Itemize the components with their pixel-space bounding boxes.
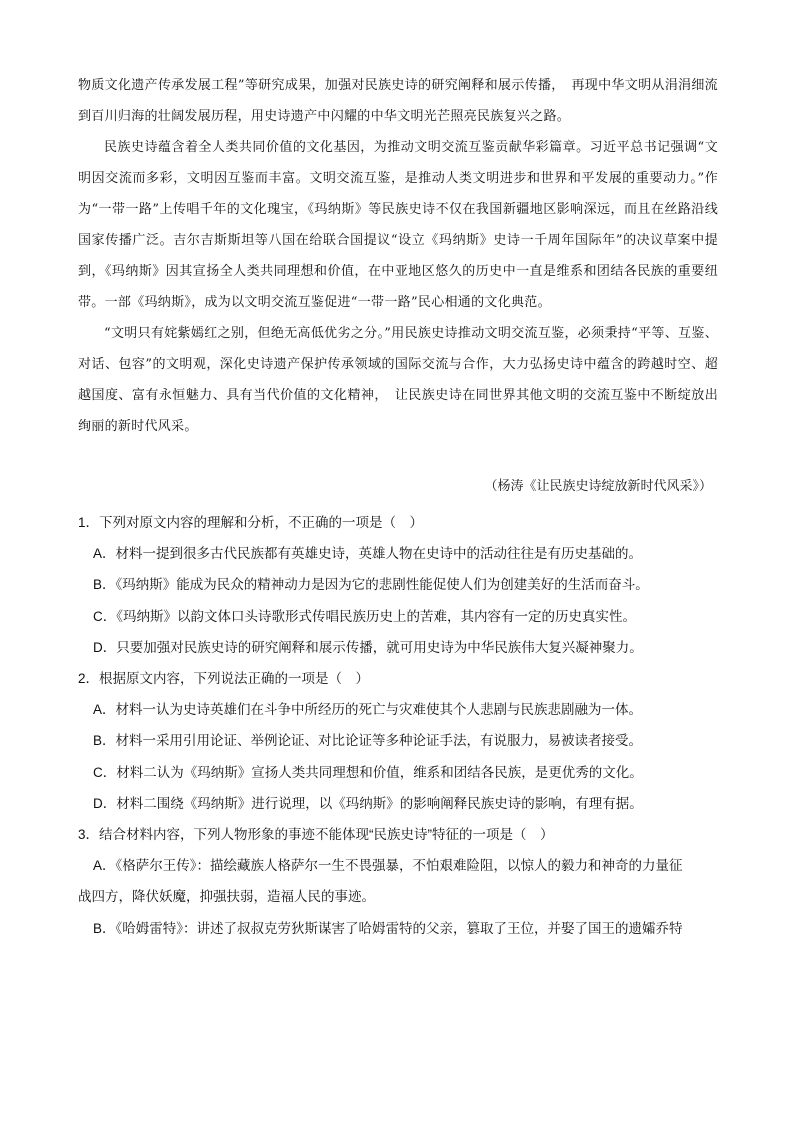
passage-paragraph-3: “文明只有姹紫嫣红之别，但绝无高低优劣之分。”用民族史诗推动文明交流互鉴，必须秉持“平等、互鉴、对话、包容”的文明观，深化史诗遗产保护传承领域的国际交流与合作，大力弘扬史诗中蕴含的跨越时空、超越国度、富有永恒魅力、具有当代价值的文化精神， 让民族史诗在同世界其他文明的交流互鉴中不断绽放出绚丽的新时代风采。 [78,326,718,434]
question-1-option-b: B．《玛纳斯》能成为民众的精神动力是因为它的悲剧性能促使人们为创建美好的生活而奋斗。 [93,577,649,593]
question-stem: 1．下列对原文内容的理解和分析，不正确的一项是（ ） [78,515,424,530]
question-1-option-a: A．材料一提到很多古代民族都有英雄史诗，英雄人物在史诗中的活动往往是有历史基础的。 [93,546,643,562]
reading-passage [78,70,718,442]
question-stem: 2．根据原文内容，下列说法正确的一项是（ ） [78,671,370,687]
question-2-option-a: A．材料一认为史诗英雄们在斗争中所经历的死亡与灾难使其个人悲剧与民族悲剧融为一体。 [93,702,643,718]
question-1 [78,507,718,663]
passage-paragraph-2: 民族史诗蕴含着全人类共同价值的文化基因，为推动文明交流互鉴贡献华彩篇章。习近平总书记强调“文明因交流而多彩，文明因互鉴而丰富。文明交流互鉴，是推动人类文明进步和世界和平发展的重要动力。”作为“一带一路”上传唱千年的文化瑰宝，《玛纳斯》等民族史诗不仅在我国新疆地区影响深远，而且在丝路沿线国家传播广泛。吉尔吉斯斯坦等八国在给联合国提议“设立《玛纳斯》史诗一千周年国际年”的决议草案中提到，《玛纳斯》因其宣扬全人类共同理想和价值，在中亚地区悠久的历史中一直是维系和团结各民族的重要纽带。一部《玛纳斯》，成为以文明交流互鉴促进“一带一路”民心相通的文化典范。 [78,140,718,310]
passage-paragraph-1: 物质文化遗产传承发展工程”等研究成果，加强对民族史诗的研究阐释和展示传播， 再现中华文明从涓涓细流到百川归海的壮阔发展历程，用史诗遗产中闪耀的中华文明光芒照亮民族复兴之路。 [78,78,718,124]
question-3 [78,819,718,944]
question-2-option-b: B．材料一采用引用论证、举例论证、对比论证等多种论证手法，有说服力，易被读者接受。 [93,733,643,749]
question-2-option-d: D．材料二围绕《玛纳斯》进行说理，以《玛纳斯》的影响阐释民族史诗的影响，有理有据。 [93,795,643,811]
question-1-option-c: C．《玛纳斯》以韵文体口头诗歌形式传唱民族历史上的苦难，其内容有一定的历史真实性。 [93,608,636,624]
option-line: A．《格萨尔王传》：描绘藏族人格萨尔一生不畏强暴，不怕艰难险阻，以惊人的毅力和神奇的力量征 [93,858,683,874]
passage-source: （杨涛《让民族史诗绽放新时代风采》） [484,479,712,494]
question-2-option-c: C．材料二认为《玛纳斯》宣扬人类共同理想和价值，维系和团结各民族，是更优秀的文化。 [93,764,643,780]
question-1-option-d: D．只要加强对民族史诗的研究阐释和展示传播，就可用史诗为中华民族伟大复兴凝神聚力。 [93,639,643,655]
question-3-option-b: B．《哈姆雷特》：讲述了叔叔克劳狄斯谋害了哈姆雷特的父亲，篡取了王位，并娶了国王的遗孀乔特 [93,920,683,936]
question-3-option-a [78,850,718,912]
question-list [78,507,718,944]
option-line: 战四方，降伏妖魔，抑强扶弱，造福人民的事迹。 [78,889,375,905]
question-stem: 3．结合材料内容，下列人物形象的事迹不能体现“民族史诗”特征的一项是（ ） [78,827,554,843]
question-2 [78,663,718,819]
